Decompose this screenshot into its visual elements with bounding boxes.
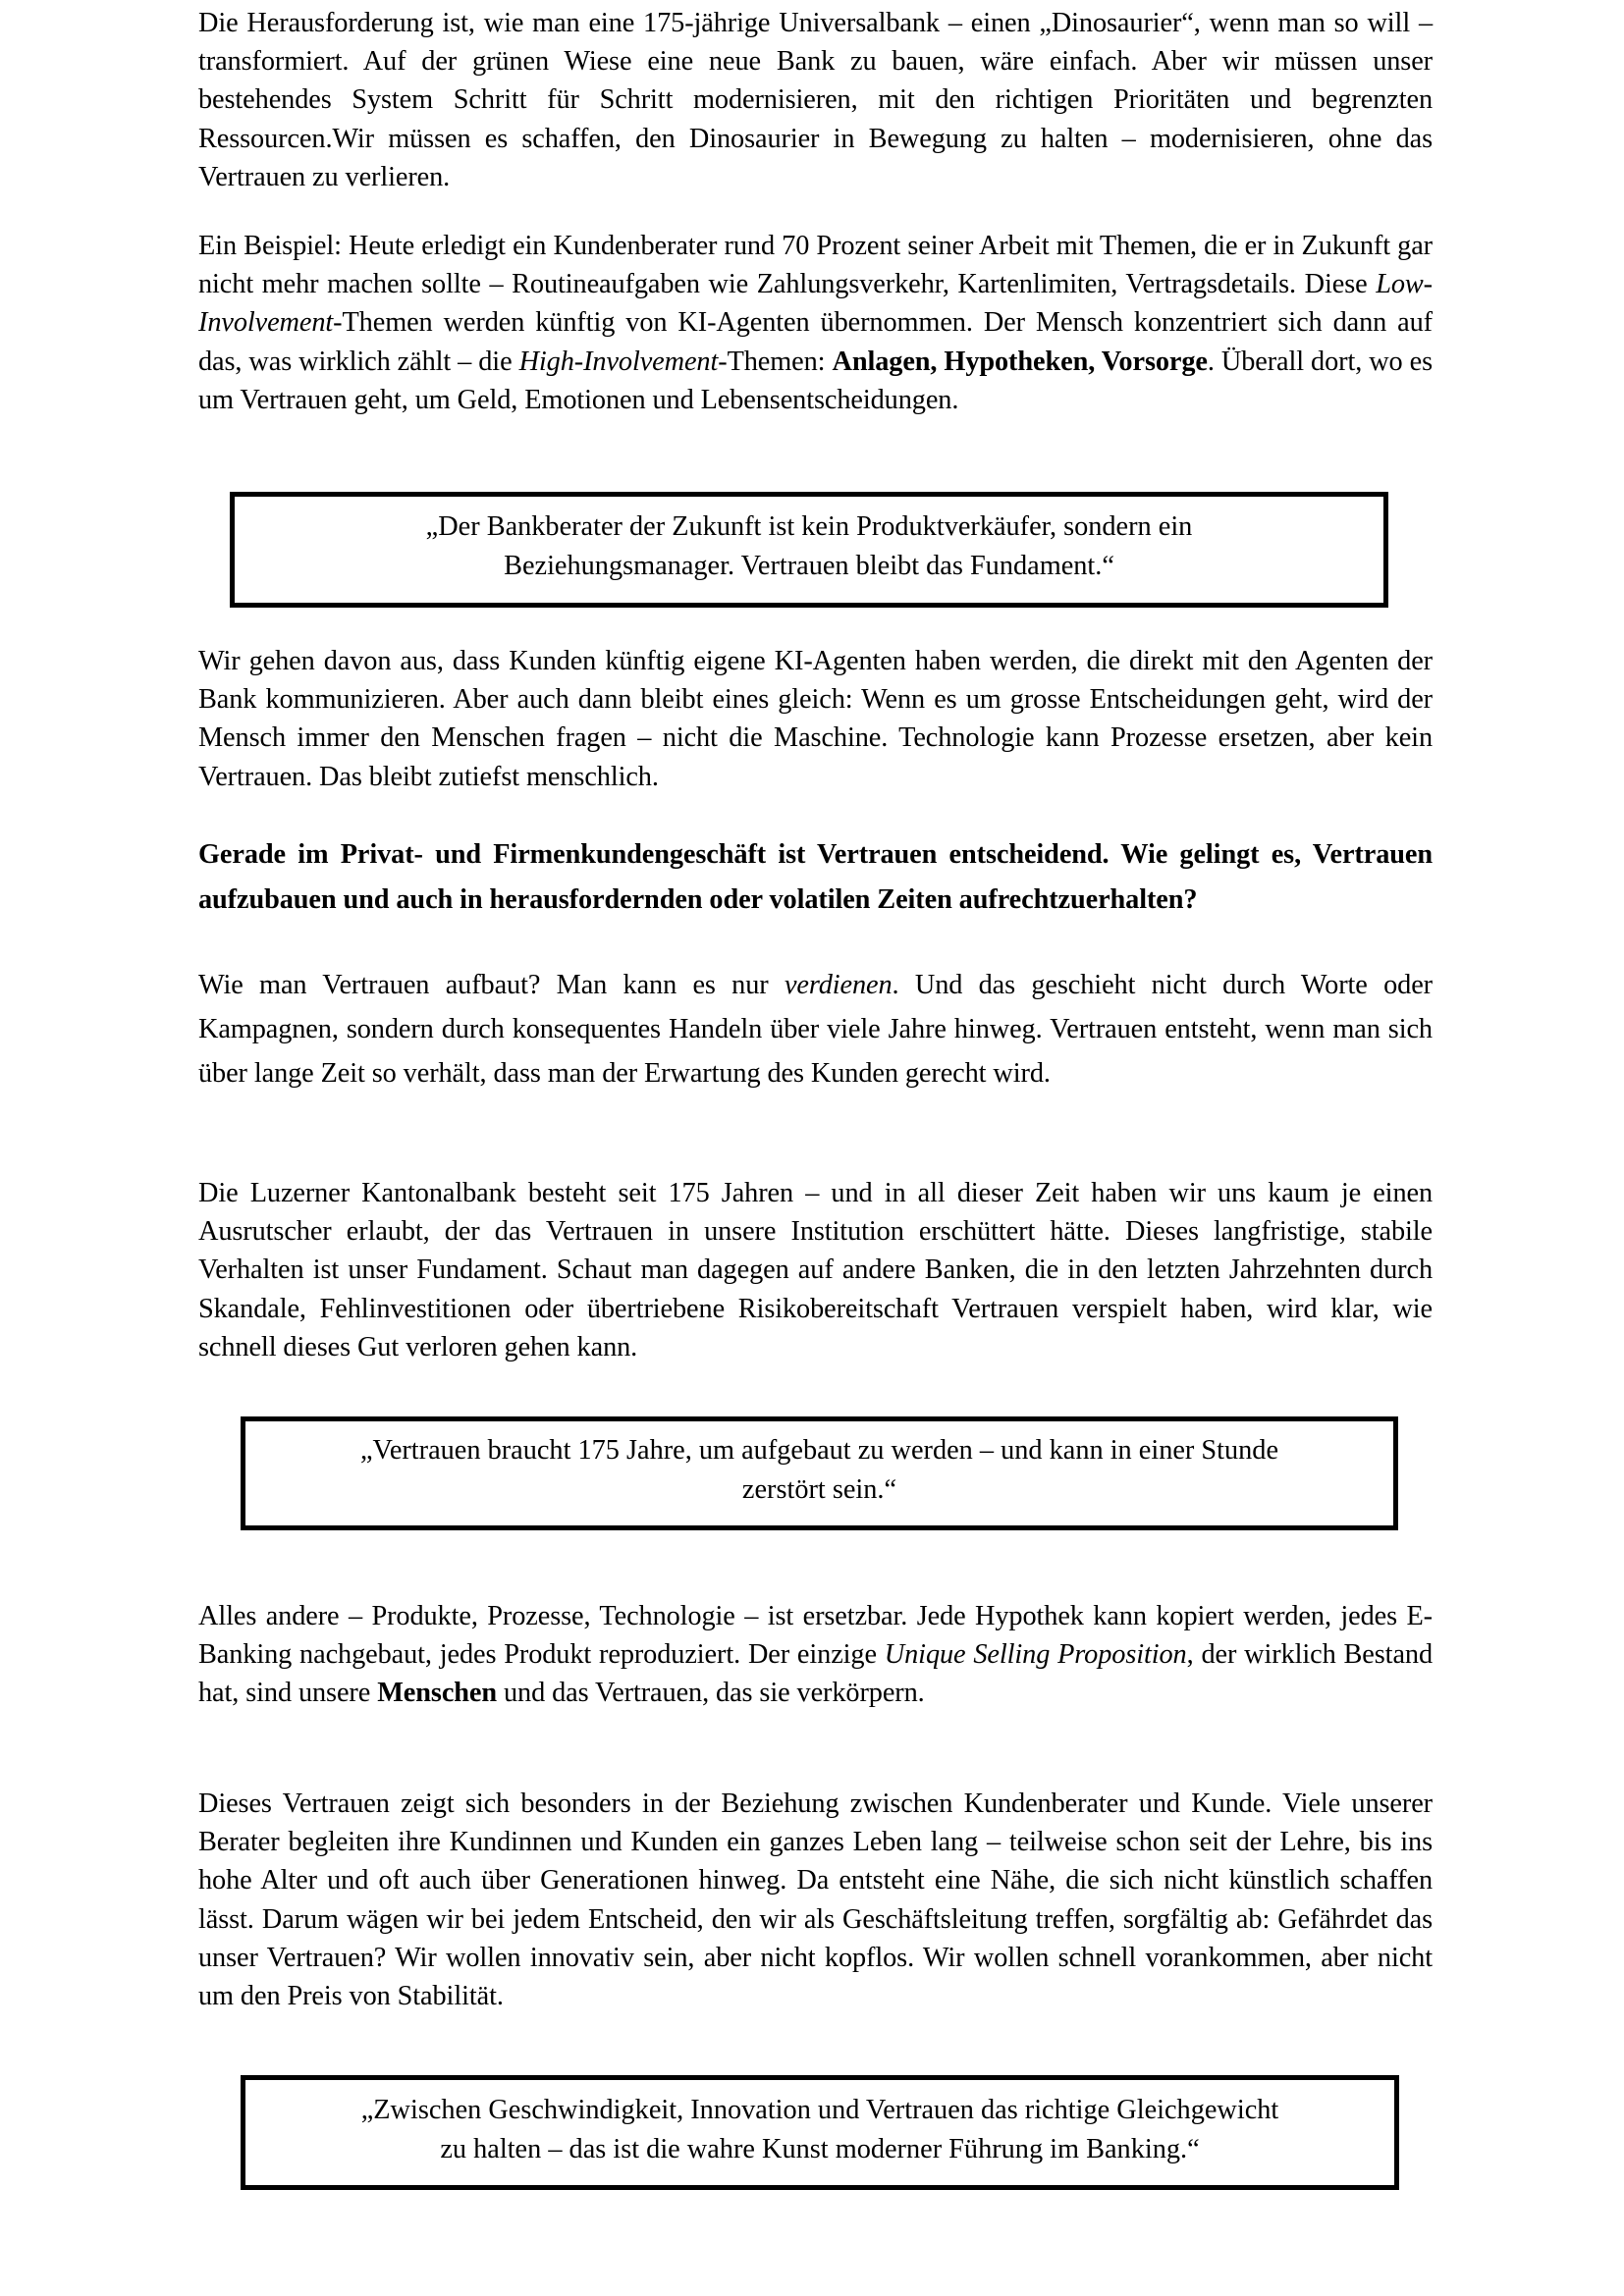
pull-quote-text xyxy=(361,2091,1279,2169)
pull-quote-box xyxy=(241,1416,1398,1530)
paragraph-text: -Themen werden künftig von KI-Agenten übernommen. Der Mensch konzentriert sich dann auf das, was wirklich zählt – die xyxy=(198,307,1433,377)
pull-quote-line: „Vertrauen braucht 175 Jahre, um aufgebaut zu werden – und kann in einer Stunde xyxy=(359,1435,1279,1466)
paragraph-text: . Überall dort, wo es um Vertrauen geht, um Geld, Emotionen und Lebensentscheidungen. xyxy=(198,346,1434,415)
pull-quote-line: Beziehungsmanager. Vertrauen bleibt das Fundament.“ xyxy=(504,551,1114,581)
paragraph-luzerner-kantonalbank xyxy=(198,1174,1433,1366)
paragraph-text: und das Vertrauen, das sie verkörpern. xyxy=(497,1678,925,1709)
pull-quote-line: zu halten – das ist die wahre Kunst moderner Führung im Banking.“ xyxy=(440,2133,1200,2164)
question-text: Gerade im Privat- und Firmenkundengeschäft ist Vertrauen entscheidend. Wie gelingt es, Vertrauen aufzubauen und auch in herausfordernden oder volatilen Zeiten aufrechtzuerhalten? xyxy=(198,839,1433,915)
bold-word-menschen: Menschen xyxy=(377,1678,498,1709)
paragraph-text: . Und das geschieht nicht durch Worte oder Kampagnen, sondern durch konsequentes Handeln über viele Jahre hinweg. Vertrauen entsteht, wenn man sich über lange Zeit so verhält, dass man der Erwartung des Kunden gerecht wird. xyxy=(198,970,1433,1089)
interview-question xyxy=(198,832,1433,922)
paragraph-unique-selling-proposition xyxy=(198,1597,1433,1713)
pull-quote-line: „Zwischen Geschwindigkeit, Innovation und Vertrauen das richtige Gleichgewicht xyxy=(360,2094,1279,2125)
paragraph-transformation xyxy=(198,4,1433,196)
paragraph-text: -Themen: xyxy=(718,346,833,377)
pull-quote-line: „Der Bankberater der Zukunft ist kein Produktverkäufer, sondern ein xyxy=(425,511,1193,542)
paragraph-text: Die Luzerner Kantonalbank besteht seit 175 Jahren – und in all dieser Zeit haben wir uns kaum je einen Ausrutscher erlaubt, der das Vertrauen in unsere Institution erschüttert hätte. Dieses langfristige, stabile Verhalten ist unser Fundament. Schaut man dagegen auf andere Banken, die in den letzten Jahrzehnten durch Skandale, Fehlinvestitionen oder übertriebene Risikobereitschaft Vertrauen verspielt haben, wird klar, wie schnell dieses Gut verloren gehen kann. xyxy=(198,1178,1433,1362)
paragraph-text: Wir gehen davon aus, dass Kunden künftig eigene KI-Agenten haben werden, die direkt mit den Agenten der Bank kommunizieren. Aber auch dann bleibt eines gleich: Wenn es um grosse Entscheidungen geht, wird der Mensch immer den Menschen fragen – nicht die Maschine. Technologie kann Prozesse ersetzen, aber kein Vertrauen. Das bleibt zutiefst menschlich. xyxy=(198,646,1433,792)
paragraph-text: Wie man Vertrauen aufbaut? Man kann es nur xyxy=(198,970,785,1000)
paragraph-text: , der wirklich Bestand hat, sind unsere xyxy=(198,1639,1433,1709)
paragraph-earning-trust xyxy=(198,963,1433,1095)
italic-term-usp: Unique Selling Proposition xyxy=(884,1639,1187,1671)
paragraph-text: Ein Beispiel: Heute erledigt ein Kundenberater rund 70 Prozent seiner Arbeit mit Themen, die er in Zukunft gar nicht mehr machen sollte – Routineaufgaben wie Zahlungsverkehr, Kartenlimiten, Vertragsdetails. Diese xyxy=(198,231,1433,300)
bold-topics: Anlagen, Hypotheken, Vorsorge xyxy=(832,346,1208,377)
pull-quote-box xyxy=(241,2075,1399,2190)
paragraph-text: Alles andere – Produkte, Prozesse, Technologie – ist ersetzbar. Jede Hypothek kann kopiert werden, jedes E-Banking nachgebaut, jedes Produkt reproduziert. Der einzige xyxy=(198,1601,1433,1671)
pull-quote-text xyxy=(360,1431,1278,1510)
pull-quote-line: zerstört sein.“ xyxy=(741,1474,897,1505)
italic-term-low-involvement: Low-Involvement xyxy=(198,269,1433,339)
italic-word-verdienen: verdienen xyxy=(784,970,893,1000)
paragraph-customer-ai-agents xyxy=(198,642,1433,796)
paragraph-text: Die Herausforderung ist, wie man eine 175-jährige Universalbank – einen „Dinosaurier“, wenn man so will – transformiert. Auf der grünen Wiese eine neue Bank zu bauen, wäre einfach. Aber wir müssen unser bestehendes System Schritt für Schritt modernisieren, mit den richtigen Prioritäten und begrenzten Ressourcen.Wir müssen es schaffen, den Dinosaurier in Bewegung zu halten – modernisieren, ohne das Vertrauen zu verlieren. xyxy=(198,8,1433,192)
italic-term-high-involvement: High-Involvement xyxy=(518,346,719,377)
paragraph-advisor-relationship xyxy=(198,1785,1433,2015)
paragraph-example-ai-agents xyxy=(198,227,1433,419)
pull-quote-text xyxy=(426,507,1193,586)
paragraph-text: Dieses Vertrauen zeigt sich besonders in der Beziehung zwischen Kundenberater und Kunde. Viele unserer Berater begleiten ihre Kundinnen und Kunden ein ganzes Leben lang – teilweise schon seit der Lehre, bis ins hohe Alter und oft auch über Generationen hinweg. Da entsteht eine Nähe, die sich nicht künstlich schaffen lässt. Darum wägen wir bei jedem Entscheid, den wir als Geschäftsleitung treffen, sorgfältig ab: Gefährdet das unser Vertrauen? Wir wollen innovativ sein, aber nicht kopflos. Wir wollen schnell vorankommen, aber nicht um den Preis von Stabilität. xyxy=(198,1789,1433,2012)
pull-quote-box xyxy=(230,492,1388,608)
